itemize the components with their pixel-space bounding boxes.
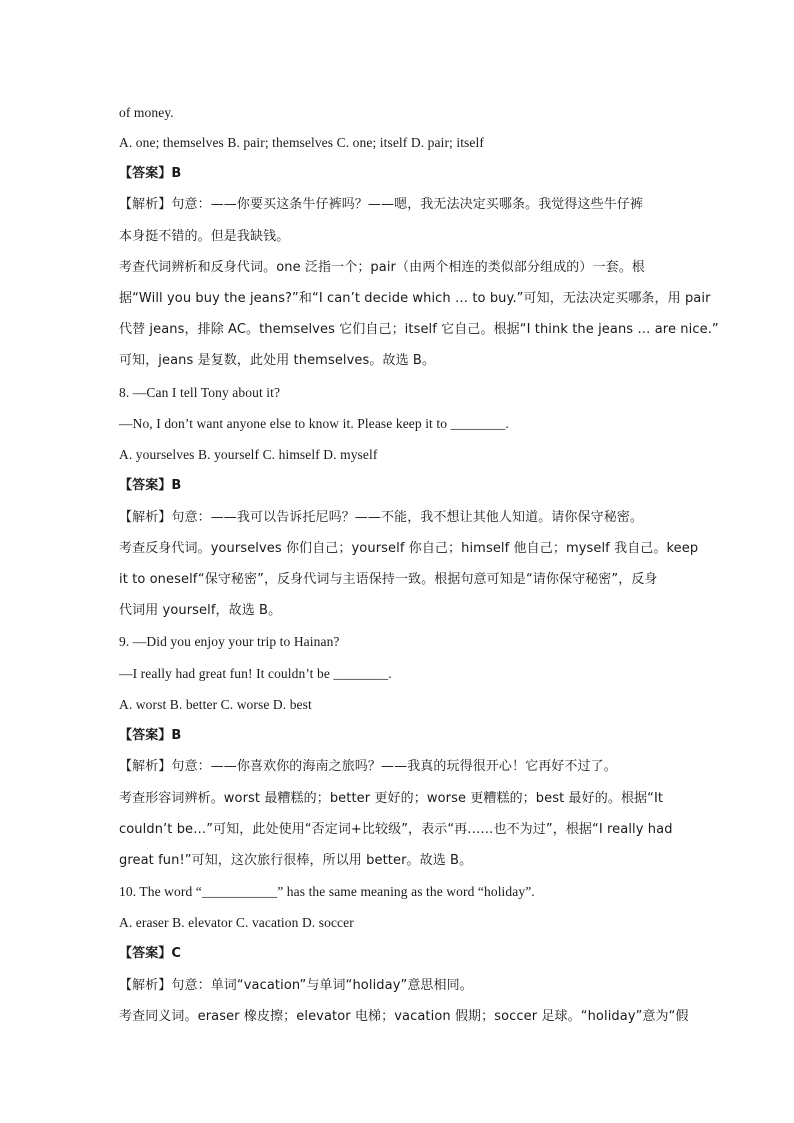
question-line: 8. —Can I tell Tony about it?: [119, 385, 281, 400]
options-line: A. yourselves B. yourself C. himself D. myself: [119, 447, 378, 462]
options-line: A. eraser B. elevator C. vacation D. soccer: [119, 915, 354, 930]
question-line: 10. The word “___________” has the same meaning as the word “holiday”.: [119, 884, 535, 899]
text-line: great fun!”可知，这次旅行很棒，所以用 better。故选 B。: [119, 853, 473, 868]
text-line: 考查形容词辨析。worst 最糟糕的；better 更好的；worse 更糟糕的；best 最好的。根据“It: [119, 791, 664, 806]
question-line: —I really had great fun! It couldn’t be ________.: [119, 666, 392, 681]
text-line: 可知，jeans 是复数，此处用 themselves。故选 B。: [119, 353, 436, 368]
text-line: 代替 jeans，排除 AC。themselves 它们自己；itself 它自己。根据“I think the jeans … are nice.”: [119, 322, 719, 337]
answer-line: 【答案】B: [119, 166, 182, 181]
analysis-line: 【解析】句意：——我可以告诉托尼吗？——不能，我不想让其他人知道。请你保守秘密。: [119, 510, 644, 525]
answer-line: 【答案】B: [119, 728, 182, 743]
text-line: it to oneself“保守秘密”，反身代词与主语保持一致。根据句意可知是“请你保守秘密”，反身: [119, 572, 658, 587]
analysis-line: 【解析】句意：——你喜欢你的海南之旅吗？——我真的玩得很开心！它再好不过了。: [119, 759, 617, 774]
answer-line: 【答案】C: [119, 946, 182, 961]
analysis-line: 【解析】句意：——你要买这条牛仔裤吗？——嗯，我无法决定买哪条。我觉得这些牛仔裤: [119, 197, 644, 212]
question-line: 9. —Did you enjoy your trip to Hainan?: [119, 634, 340, 649]
options-line: A. one; themselves B. pair; themselves C. one; itself D. pair; itself: [119, 135, 484, 150]
options-line: A. worst B. better C. worse D. best: [119, 697, 312, 712]
answer-line: 【答案】B: [119, 478, 182, 493]
text-line: 代词用 yourself，故选 B。: [119, 603, 282, 618]
text-line: 考查同义词。eraser 橡皮擦；elevator 电梯；vacation 假期；soccer 足球。“holiday”意为“假: [119, 1009, 689, 1024]
text-line: 据“Will you buy the jeans?”和“I can’t decide which … to buy.”可知，无法决定买哪条，用 pair: [119, 291, 711, 306]
analysis-line: 【解析】句意：单词“vacation”与单词“holiday”意思相同。: [119, 978, 473, 993]
question-line: —No, I don’t want anyone else to know it. Please keep it to ________.: [119, 416, 509, 431]
text-line: 本身挺不错的。但是我缺钱。: [119, 229, 290, 244]
text-line: of money.: [119, 105, 174, 120]
text-line: 考查反身代词。yourselves 你们自己；yourself 你自己；himself 他自己；myself 我自己。keep: [119, 541, 699, 556]
text-line: 考查代词辨析和反身代词。one 泛指一个；pair（由两个相连的类似部分组成的）一套。根: [119, 260, 645, 275]
text-line: couldn’t be…”可知，此处使用“否定词+比较级”，表示“再……也不为过”，根据“I really had: [119, 822, 673, 837]
